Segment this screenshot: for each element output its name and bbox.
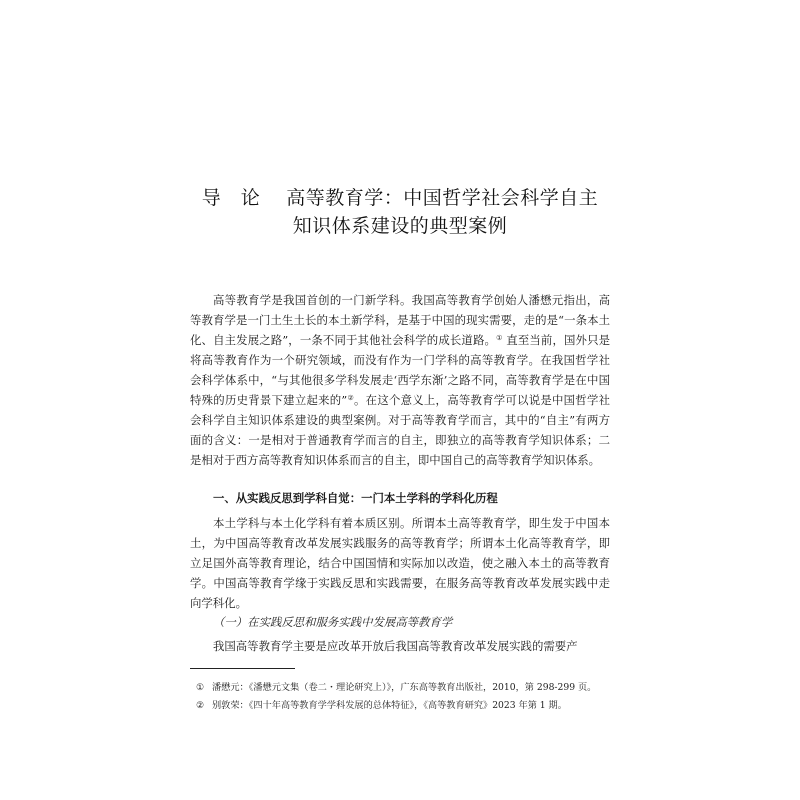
footnote-divider (190, 668, 295, 669)
footnote-text: 潘懋元：《潘懋元文集（卷二・理论研究上）》，广东高等教育出版社，2010，第 298-299 页。 (212, 682, 597, 693)
section-heading: 一、从实践反思到学科自觉：一门本土学科的学科化历程 (213, 491, 498, 505)
footnote-1 (190, 680, 610, 696)
subsection-body (190, 636, 610, 656)
footnote-ref-1: ① (496, 334, 503, 342)
intro-text-c: 。在这个意义上，高等教育学可以说是中国哲学社会科学自主知识体系建设的典型案例。对于高等教育学而言，其中的“自主”有两方面的含义：一是相对于普通教育学而言的自主，即独立的高等教育学知识体系；二是相对于西方高等教育知识体系而言的自主，即中国自己的高等教育学知识体系。 (190, 393, 610, 467)
subsection-paragraph: 我国高等教育学主要是应改革开放后我国高等教育改革发展实践的需要产 (213, 639, 578, 653)
intro-section (190, 290, 610, 470)
intro-text-a: 高等教育学是我国首创的一门新学科。我国高等教育学创始人潘懋元指出，高等教育学是一门土生土长的本土新学科，是基于中国的现实需要，走的是“一条本土化、自主发展之路”，一条不同于其他社会科学的成长道路。 (190, 293, 610, 347)
chapter-title-text-1: 高等教育学：中国哲学社会科学自主 (286, 187, 599, 209)
intro-paragraph (190, 290, 610, 470)
footnote-marker: ① (196, 682, 205, 693)
footnote-text: 别敦荣：《四十年高等教育学学科发展的总体特征》，《高等教育研究》2023 年第 1 期。 (212, 700, 567, 711)
footnote-2 (190, 698, 610, 714)
chapter-title-line-2: 知识体系建设的典型案例 (292, 215, 508, 237)
chapter-label: 导 论 (201, 187, 261, 209)
intro-text-b: 直至当前，国外只是将高等教育作为一个研究领域，而没有作为一门学科的高等教育学。在我国哲学社会科学体系中，“与其他很多学科发展走‘西学东渐’之路不同，高等教育学是在中国特殊的历史背景下建立起来的” (190, 333, 611, 407)
section-body (190, 513, 610, 613)
section-paragraph: 本土学科与本土化学科有着本质区别。所谓本土高等教育学，即生发于中国本土，为中国高等教育改革发展实践服务的高等教育学；所谓本土化高等教育学，即立足国外高等教育理论，结合中国国情和实际加以改造，使之融入本土的高等教育学。中国高等教育学缘于实践反思和实践需要，在服务高等教育改革发展实践中走向学科化。 (190, 516, 610, 610)
subsection-heading: （一）在实践反思和服务实践中发展高等教育学 (213, 615, 453, 629)
footnote-marker: ② (196, 700, 205, 711)
footnote-ref-2: ② (347, 394, 355, 402)
footnotes (190, 680, 610, 716)
